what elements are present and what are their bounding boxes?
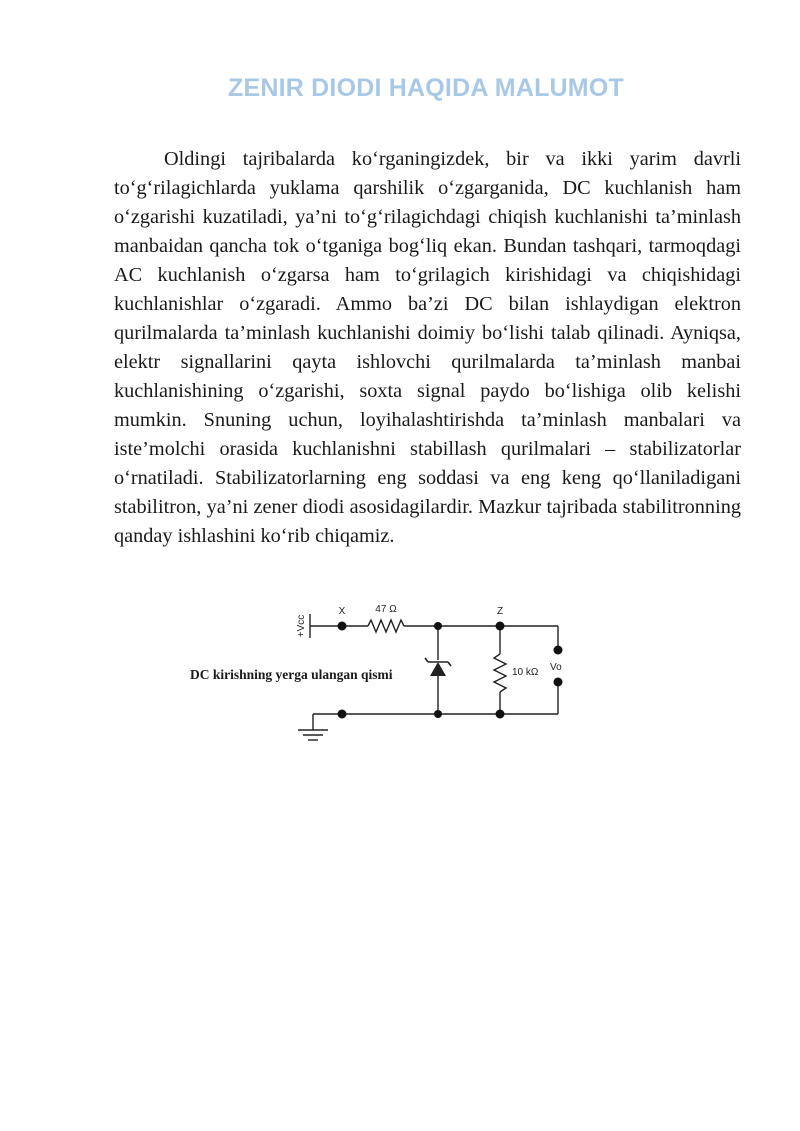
resistor-icon [368,620,404,632]
output-vo-label: Vo [550,662,562,673]
ground-icon [298,714,328,740]
vcc-label: +Vcc [296,614,307,638]
load-resistor-icon [494,654,506,692]
load-value-label: 10 kΩ [512,667,539,678]
node-z-label: Z [496,606,504,617]
node-x-label: X [338,606,346,617]
body-paragraph: Oldingi tajribalarda ko‘rganingizdek, bir va ikki yarim davrli to‘g‘rilagichlarda yuklama qarshilik o‘zgarganida, DC kuchlanish ham o‘zgarishi kuzatiladi, ya’ni to‘g‘rilagichdagi chiqish kuchlanishi ta’minlash manbaidan qancha tok o‘tganiga bog‘liq ekan. Bundan tashqari, tarmoqdagi AC kuchlanish o‘zgarsa ham to‘grilagich kirishidagi va chiqishidagi kuchlanishlar o‘zgaradi. Ammo ba’zi DC bilan ishlaydigan elektron qurilmalarda ta’minlash kuchlanishi doimiy bo‘lishi talab qilinadi. Ayniqsa, elektr signallarini qayta ishlovchi qurilmalarda ta’minlash manbai kuchlanishining o‘zgarishi, soxta signal paydo bo‘lishiga olib kelishi mumkin. Snuning uchun, loyihalashtirishda ta’minlash manbalari va iste’molchi orasida kuchlanishni stabillash qurilmalari – stabilizatorlar o‘rnatiladi. Stabilizatorlarning eng soddasi va eng keng qo‘llaniladigani stabilitron, ya’ni zener diodi asosidagilardir. Mazkur tajribada stabilitronning qanday ishlashini ko‘rib chiqamiz. [114,148,741,547]
resistor-value-label: 47 Ω [375,604,397,615]
zener-circuit-figure [190,596,580,756]
figure-caption: DC kirishning yerga ulangan qismi [190,667,393,682]
document-title: ZENIR DIODI HAQIDA MALUMOT [228,74,624,102]
zener-diode-icon [425,658,451,676]
